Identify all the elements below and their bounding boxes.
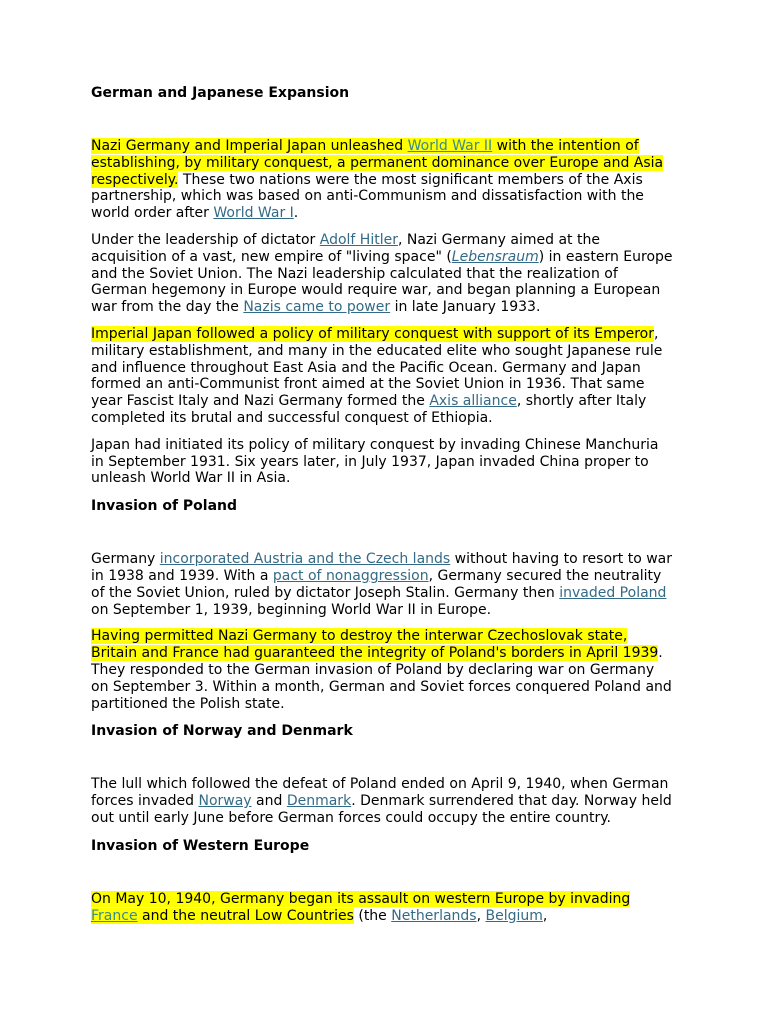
link-austria-czech-lands[interactable]: incorporated Austria and the Czech lands: [159, 551, 451, 568]
highlighted-text: Having permitted Nazi Germany to destroy the interwar Czechoslovak state, Britain and France had guaranteed the integrity of Poland's borders in April 1939: [91, 628, 659, 662]
section-heading-expansion: German and Japanese Expansion: [91, 85, 350, 101]
paragraph: The lull which followed the defeat of Poland ended on April 9, 1940, when German forces invaded Norway and Denmark. Denmark surrendered that day. Norway held out until early June before German forces could occupy the entire country.: [91, 776, 672, 826]
link-axis-alliance[interactable]: Axis alliance: [429, 393, 517, 410]
paragraph: Imperial Japan followed a policy of military conquest with support of its Emperor, military establishment, and many in the educated elite who sought Japanese rule and influence throughout East Asia and the Pacific Ocean. Germany and Japan formed an anti-Communist front aimed at the Soviet Union in 1936. That same year Fascist Italy and Nazi Germany formed the Axis alliance, shortly after Italy completed its brutal and successful conquest of Ethiopia.: [91, 325, 663, 426]
paragraph: On May 10, 1940, Germany began its assault on western Europe by invading France and the neutral Low Countries (the Netherlands, Belgium,: [91, 890, 631, 924]
link-lebensraum[interactable]: Lebensraum: [451, 248, 539, 265]
paragraph: Nazi Germany and Imperial Japan unleashed World War II with the intention of establishing, by military conquest, a permanent dominance over Europe and Asia respectively. These two nations were the most significant members of the Axis partnership, which was based on anti-Communism and dissatisfaction with the world order after World War I.: [91, 138, 664, 222]
paragraph: Having permitted Nazi Germany to destroy the interwar Czechoslovak state, Britain and France had guaranteed the integrity of Poland's borders in April 1939. They responded to the German invasion of Poland by declaring war on Germany on September 3. Within a month, German and Soviet forces conquered Poland and partitioned the Polish state.: [91, 628, 672, 712]
link-invaded-poland[interactable]: invaded Poland: [559, 584, 667, 601]
link-world-war-ii[interactable]: World War II: [407, 138, 493, 154]
highlighted-text: On May 10, 1940, Germany began its assault on western Europe by invading France and the neutral Low Countries: [91, 890, 631, 924]
link-france[interactable]: France: [91, 907, 138, 924]
section-heading-poland: Invasion of Poland: [91, 498, 238, 515]
highlighted-text: Imperial Japan followed a policy of military conquest with support of its Emperor: [91, 325, 654, 342]
paragraph: Under the leadership of dictator Adolf Hitler, Nazi Germany aimed at the acquisition of a vast, new empire of "living space" (Lebensraum) in eastern Europe and the Soviet Union. The Nazi leadership calculated that the realization of German hegemony in Europe would require war, and began planning a European war from the day the Nazis came to power in late January 1933.: [91, 231, 673, 316]
link-pact-of-nonaggression[interactable]: pact of nonaggression: [272, 567, 429, 584]
link-adolf-hitler[interactable]: Adolf Hitler: [319, 231, 398, 248]
paragraph: Germany incorporated Austria and the Czech lands without having to resort to war in 1938 and 1939. With a pact of nonaggression, Germany secured the neutrality of the Soviet Union, ruled by dictator Joseph Stalin. Germany then invaded Poland on September 1, 1939, beginning World War II in Europe.: [91, 551, 672, 618]
paragraph: Japan had initiated its policy of military conquest by invading Chinese Manchuria in September 1931. Six years later, in July 1937, Japan invaded China proper to unleash World War II in Asia.: [91, 436, 659, 487]
section-heading-norway-denmark: Invasion of Norway and Denmark: [91, 723, 353, 740]
document-body: [91, 84, 675, 924]
link-denmark[interactable]: Denmark: [286, 793, 352, 810]
section-heading-western-europe: Invasion of Western Europe: [91, 837, 310, 854]
link-netherlands[interactable]: Netherlands: [391, 907, 477, 924]
highlighted-text: Nazi Germany and Imperial Japan unleashed World War II with the intention of establishing, by military conquest, a permanent dominance over Europe and Asia respectively.: [91, 138, 664, 188]
link-norway[interactable]: Norway: [198, 793, 252, 810]
link-world-war-i[interactable]: World War I: [213, 205, 294, 222]
link-belgium[interactable]: Belgium: [485, 907, 543, 924]
link-nazis-came-to-power[interactable]: Nazis came to power: [243, 299, 391, 316]
